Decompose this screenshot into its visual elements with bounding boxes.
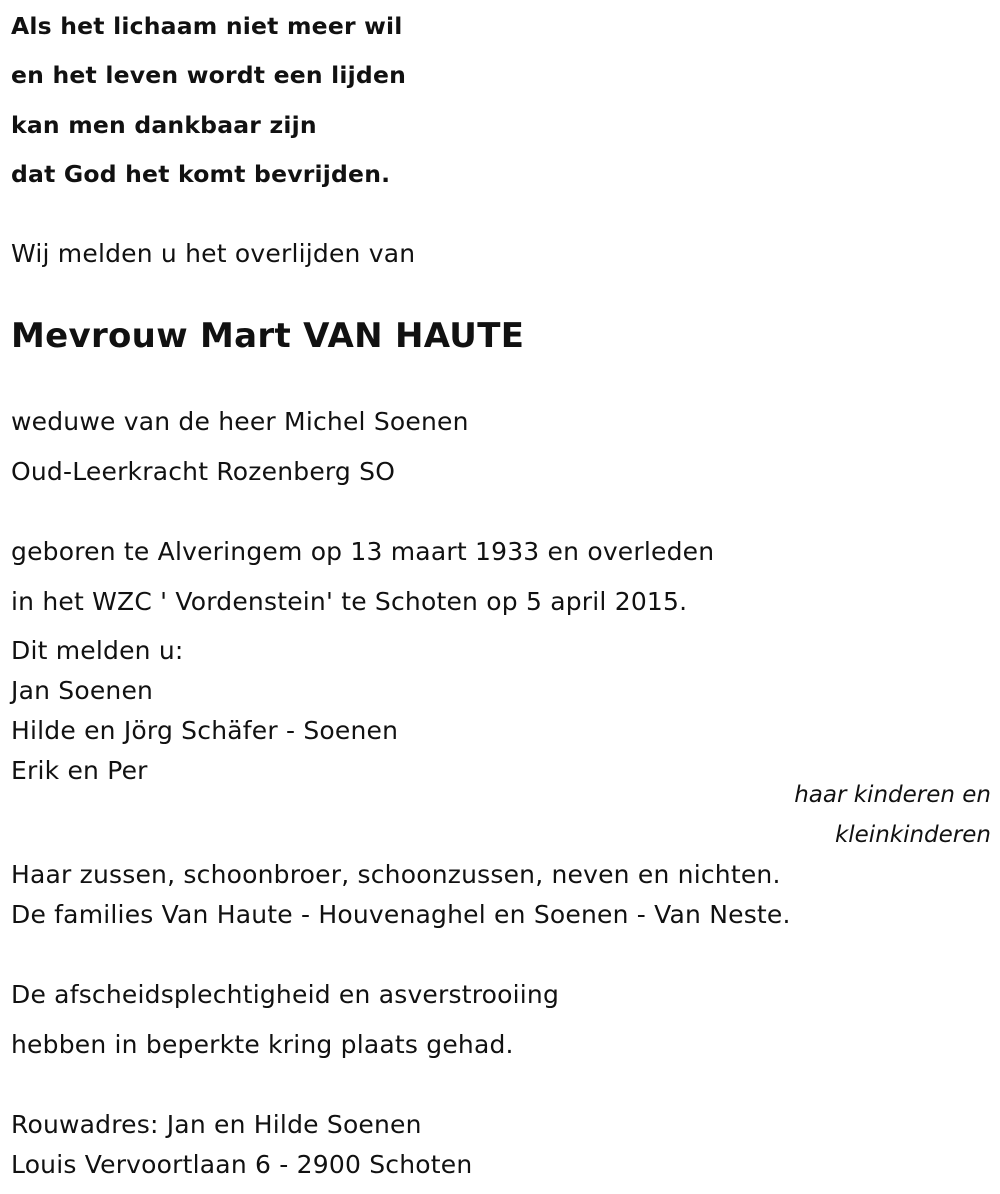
poem-line-1: Als het lichaam niet meer wil bbox=[11, 12, 403, 40]
children-role-line-1: haar kinderen en bbox=[794, 782, 991, 808]
death-line: in het WZC ' Vordenstein' te Schoten op 5 april 2015. bbox=[11, 587, 688, 616]
poem-line-4: dat God het komt bevrijden. bbox=[11, 160, 391, 188]
widow-line: weduwe van de heer Michel Soenen bbox=[11, 407, 469, 436]
children-role-line-2: kleinkinderen bbox=[834, 822, 991, 848]
address-line-2: Louis Vervoortlaan 6 - 2900 Schoten bbox=[11, 1150, 473, 1179]
family-line-1: Haar zussen, schoonbroer, schoonzussen, neven en nichten. bbox=[11, 860, 781, 889]
address-line-1: Rouwadres: Jan en Hilde Soenen bbox=[11, 1110, 422, 1139]
intro-text: Wij melden u het overlijden van bbox=[11, 239, 416, 268]
ceremony-line-1: De afscheidsplechtigheid en asverstrooiing bbox=[11, 980, 560, 1009]
child-1: Jan Soenen bbox=[11, 676, 154, 705]
ceremony-line-2: hebben in beperkte kring plaats gehad. bbox=[11, 1030, 514, 1059]
birth-line: geboren te Alveringem op 13 maart 1933 en overleden bbox=[11, 537, 715, 566]
child-2: Hilde en Jörg Schäfer - Soenen bbox=[11, 716, 399, 745]
announced-by-label: Dit melden u: bbox=[11, 636, 184, 665]
poem-line-3: kan men dankbaar zijn bbox=[11, 111, 317, 139]
child-3: Erik en Per bbox=[11, 756, 148, 785]
occupation-line: Oud-Leerkracht Rozenberg SO bbox=[11, 457, 396, 486]
deceased-name: Mevrouw Mart VAN HAUTE bbox=[11, 316, 525, 356]
family-line-2: De families Van Haute - Houvenaghel en Soenen - Van Neste. bbox=[11, 900, 791, 929]
poem-line-2: en het leven wordt een lijden bbox=[11, 61, 407, 89]
